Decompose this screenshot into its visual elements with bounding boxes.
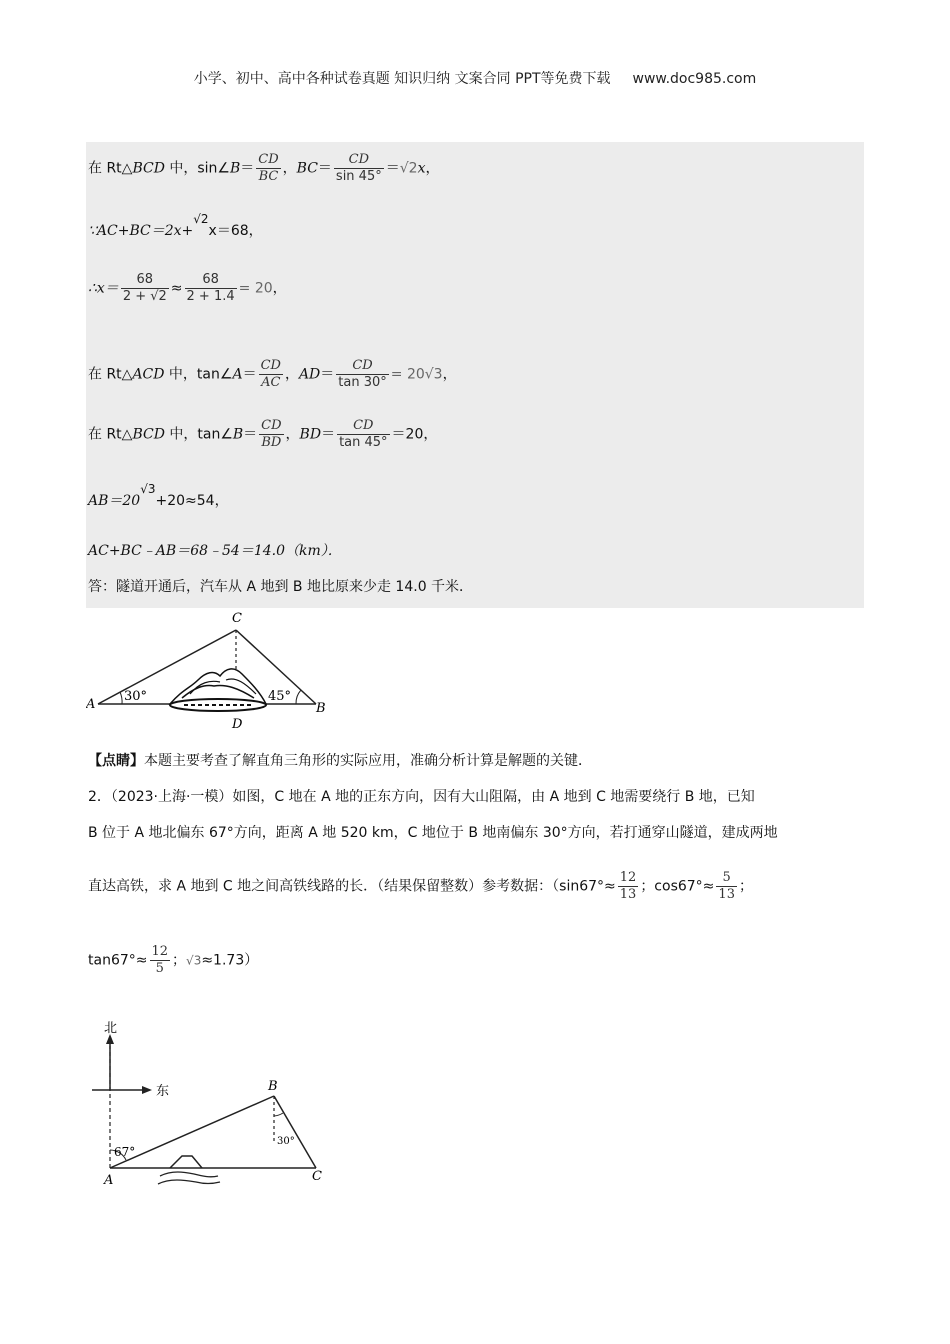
label-c: C	[312, 1169, 322, 1184]
header-left-text: 小学、初中、高中各种试卷真题 知识归纳 文案合同 PPT等免费下载	[193, 71, 611, 87]
page-header	[0, 68, 950, 88]
figure-1-background	[86, 610, 328, 730]
label-c: C	[232, 611, 242, 626]
mountain-icon	[158, 1156, 220, 1184]
comment-tag: 【点睛】	[88, 753, 144, 769]
figure-2-bearing-diagram	[88, 1018, 338, 1198]
solution-line-5: 在 Rt△BCD 中，tan∠B＝ $\frac{CD}{BD}$ ，BD＝ $\frac{CD}{\tan 45^\circ}$ ＝20，	[88, 418, 438, 450]
label-b: B	[316, 701, 326, 716]
problem-2-line-2: B 位于 A 地北偏东 67°方向，距离 A 地 520 km，C 地位于 B 地南偏东 30°方向，若打通穿山隧道，建成两地	[88, 825, 778, 841]
label-angle-67: 67°	[114, 1145, 136, 1159]
angle-30-arc	[274, 1113, 283, 1116]
label-angle-30: 30°	[124, 689, 148, 704]
label-a: A	[104, 1173, 114, 1188]
segment-bc	[274, 1096, 316, 1168]
label-a: A	[86, 697, 96, 712]
solution-line-6: AB＝20√3+20≈54，	[88, 482, 229, 509]
solution-line-4: 在 Rt△ACD 中，tan∠A＝ $\frac{CD}{AC}$ ，AD＝ $\frac{CD}{\tan 30^\circ}$ = 20√3，	[88, 358, 457, 390]
header-url: www.doc985.com	[632, 71, 757, 87]
label-angle-45: 45°	[268, 689, 292, 704]
problem-2-line-4: tan67°≈ $\frac{12}{5}$ ；√3≈1.73）	[88, 944, 259, 976]
label-north: 北	[104, 1021, 118, 1036]
label-east: 东	[156, 1084, 170, 1099]
figure-1-triangle	[86, 610, 328, 730]
comment-line	[88, 750, 592, 770]
problem-2-line-3: 直达高铁，求 A 地到 C 地之间高铁线路的长．（结果保留整数）参考数据：（sin67°≈ $\frac{12}{13}$ ；cos67°≈ $\frac{5}{13}$ ；	[88, 870, 753, 902]
label-d: D	[232, 717, 243, 730]
problem-2-line-1: 2．（2023·上海·一模）如图，C 地在 A 地的正东方向，因有大山阻隔，由 A 地到 C 地需要绕行 B 地，已知	[88, 789, 755, 805]
comment-text: 本题主要考查了解直角三角形的实际应用，准确分析计算是解题的关键．	[144, 753, 592, 769]
label-angle-30: 30°	[277, 1136, 295, 1147]
solution-line-3: ∴x＝ $\frac{68}{2 + √2}$ ≈ $\frac{68}{2 + 1.4}$ = 20，	[88, 272, 287, 304]
solution-line-2: ∵AC+BC＝2x+√2x＝68，	[88, 212, 263, 239]
solution-answer: 答：隧道开通后，汽车从 A 地到 B 地比原来少走 14.0 千米．	[88, 579, 474, 595]
solution-line-7: AC+BC﹣AB＝68﹣54＝14.0（km）．	[88, 543, 342, 559]
solution-line-1: 在 Rt△BCD 中，sin∠B＝ $\frac{CD}{BC}$ ，BC＝ $\frac{CD}{\sin 45^\circ}$ ＝√2x，	[88, 152, 440, 184]
east-arrow-icon	[142, 1086, 152, 1094]
label-b: B	[268, 1079, 278, 1094]
